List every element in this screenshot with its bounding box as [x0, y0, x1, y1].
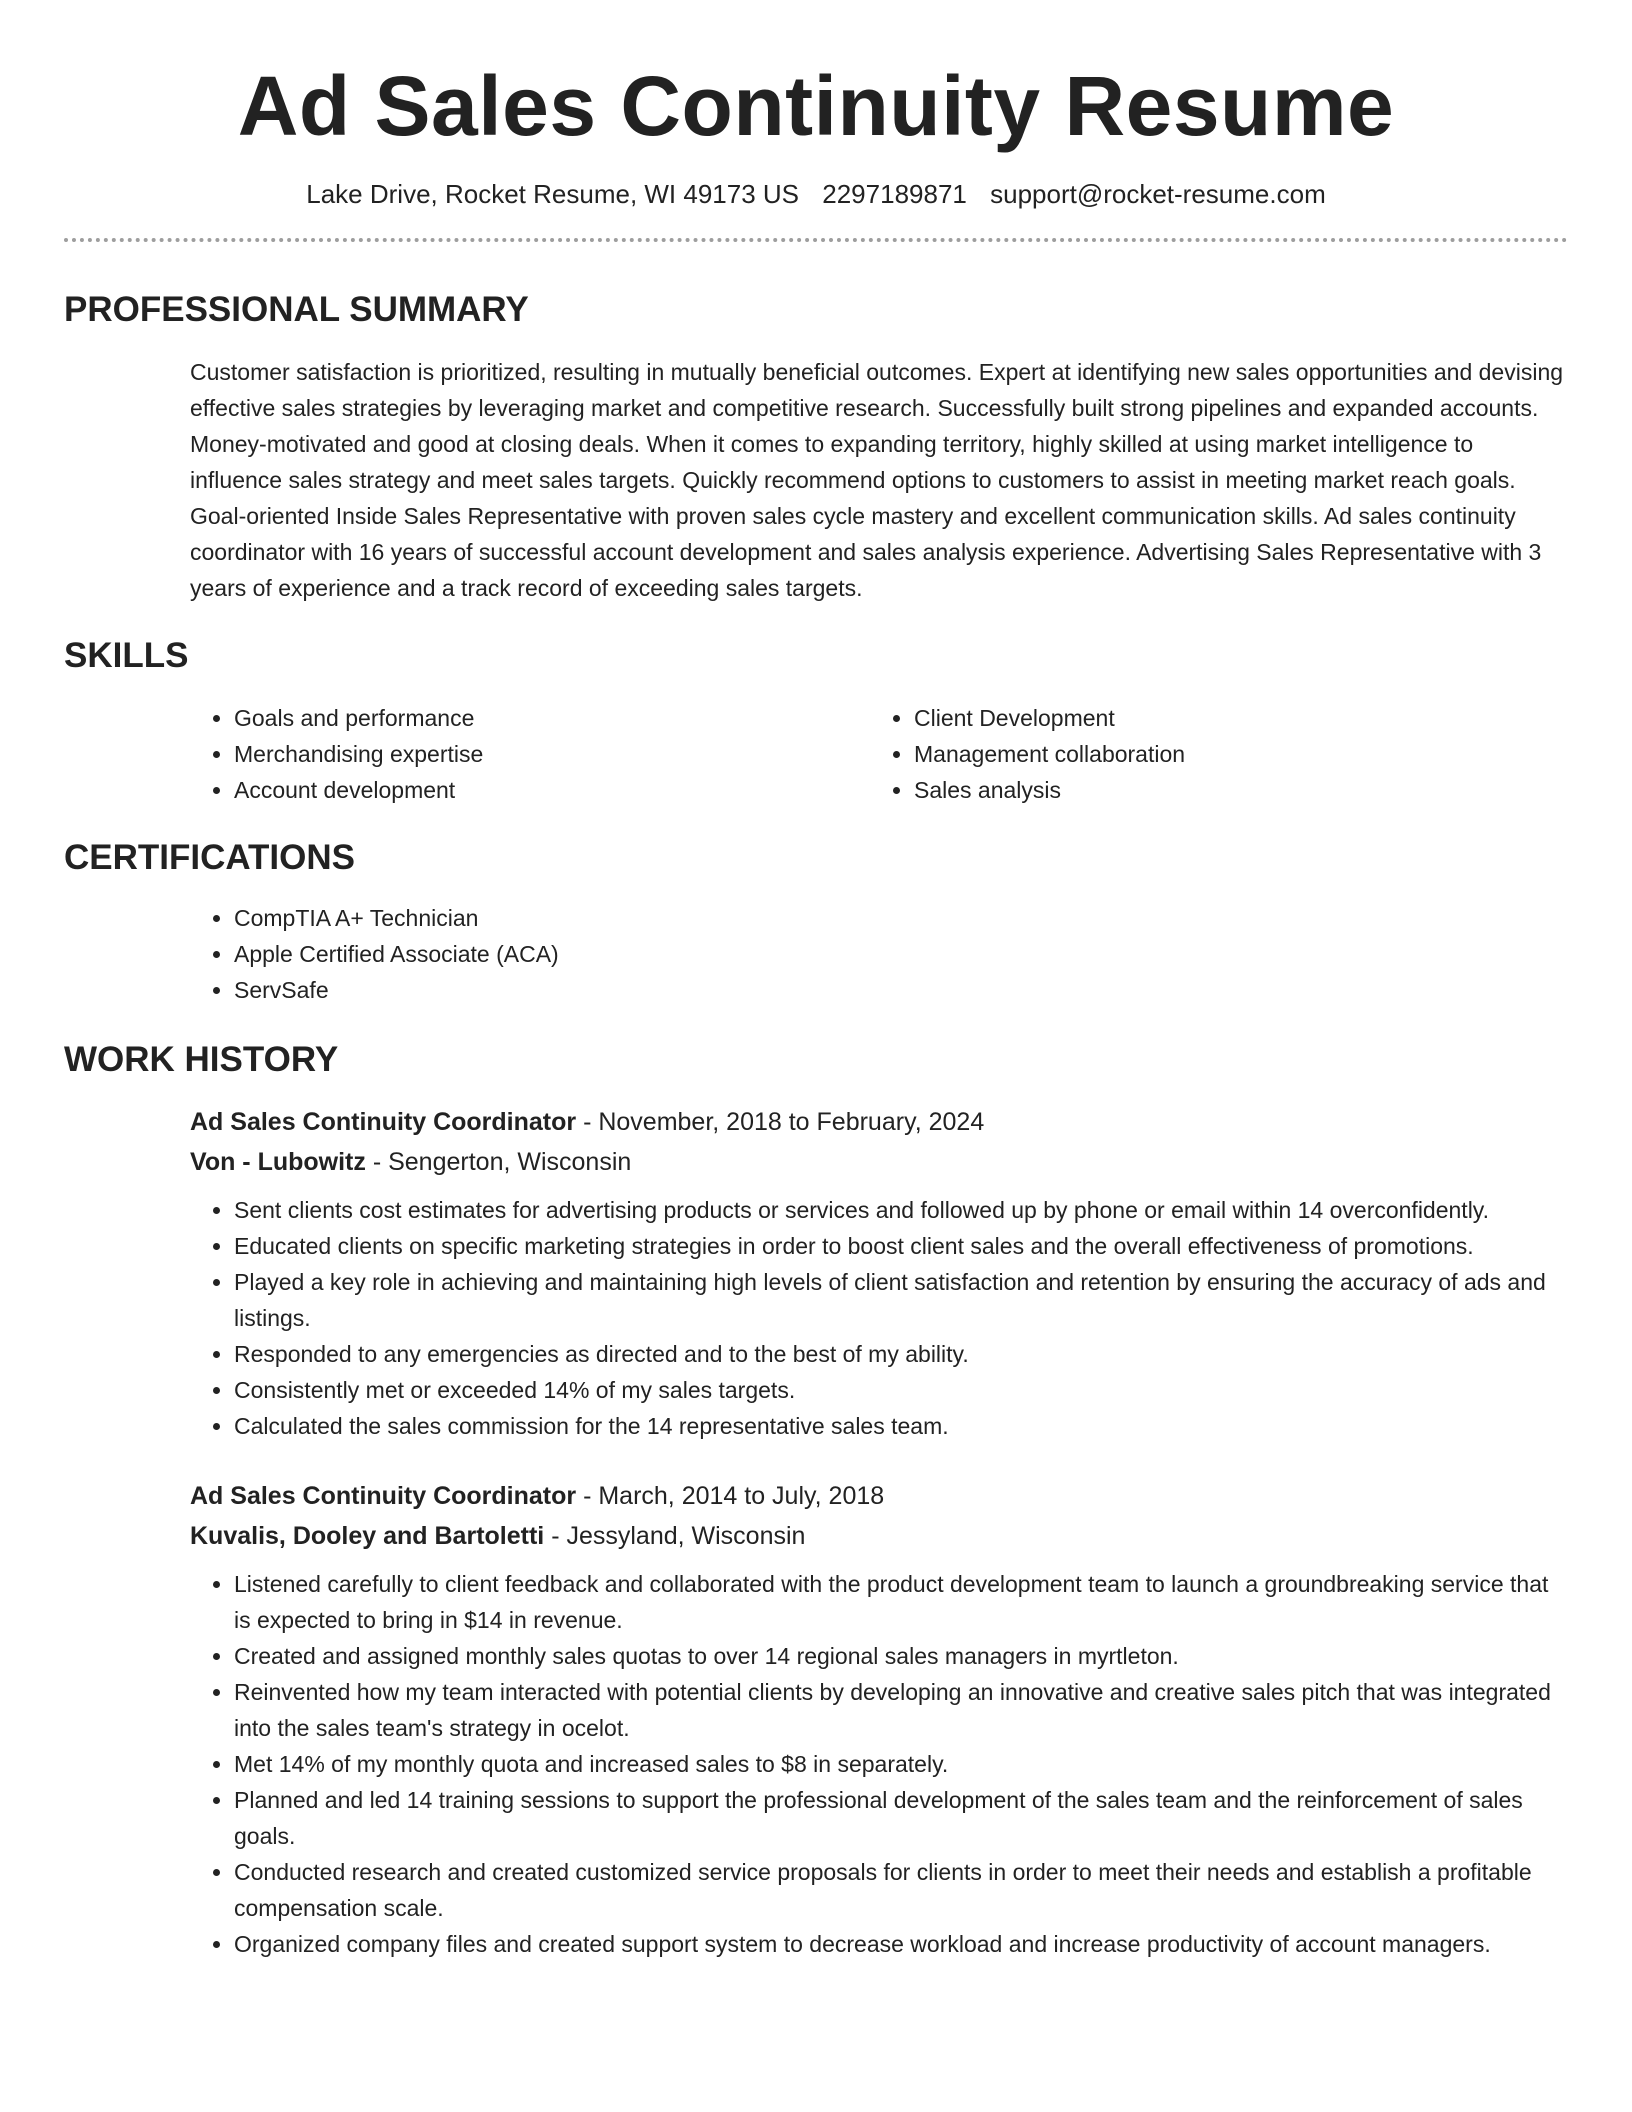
job-bullet: • Created and assigned monthly sales quotas to over 14 regional sales managers in myrtleton. [234, 1638, 1568, 1674]
skill-item: • Management collaboration [914, 736, 1550, 772]
job-bullet: • Calculated the sales commission for the 14 representative sales team. [234, 1408, 1568, 1444]
skills-right-list [870, 700, 1550, 808]
job-entry [190, 1476, 1568, 1962]
job-company: Von - Lubowitz [190, 1148, 366, 1176]
job-title: Ad Sales Continuity Coordinator [190, 1108, 577, 1136]
skill-item: • Account development [234, 772, 870, 808]
skills-left-list [190, 700, 870, 808]
certifications-list-wrap [190, 900, 1568, 1008]
resume-title: Ad Sales Continuity Resume [237, 59, 1395, 153]
summary-text: Customer satisfaction is prioritized, resulting in mutually beneficial outcomes. Expert at identifying new sales opportunities and devising effective sales strategies by leveraging market and competitive research. Successfully built strong pipelines and expanded accounts. Money-motivated and good at closing deals. When it comes to expanding territory, highly skilled at using market intelligence to influence sales strategy and meet sales targets. Quickly recommend options to customers to assist in meeting market reach goals. Goal-oriented Inside Sales Representative with proven sales cycle mastery and excellent communication skills. Ad sales continuity coordinator with 16 years of successful account development and sales analysis experience. Advertising Sales Representative with 3 years of experience and a track record of exceeding sales targets. [190, 359, 1564, 601]
job-bullet: • Educated clients on specific marketing strategies in order to boost client sales and the overall effectiveness of promotions. [234, 1228, 1568, 1264]
job-bullets [190, 1192, 1568, 1444]
contact-address: Lake Drive, Rocket Resume, WI 49173 US [306, 179, 800, 209]
job-company-line [190, 1142, 1568, 1182]
skill-item: • Sales analysis [914, 772, 1550, 808]
job-bullet: • Planned and led 14 training sessions to support the professional development of the sales team and the reinforcement of sales goals. [234, 1782, 1568, 1854]
skill-item: • Client Development [914, 700, 1550, 736]
job-bullet: • Conducted research and created customized service proposals for clients in order to meet their needs and establish a profitable compensation scale. [234, 1854, 1568, 1926]
certification-item: • Apple Certified Associate (ACA) [234, 936, 1568, 972]
contact-phone: 2297189871 [822, 179, 967, 209]
header-divider [64, 238, 1568, 242]
job-bullet: • Organized company files and created support system to decrease workload and increase productivity of account managers. [234, 1926, 1568, 1962]
job-title-line [190, 1102, 1568, 1142]
job-bullet: • Met 14% of my monthly quota and increased sales to $8 in separately. [234, 1746, 1568, 1782]
job-dates: - November, 2018 to February, 2024 [576, 1108, 985, 1136]
job-company: Kuvalis, Dooley and Bartoletti [190, 1522, 545, 1550]
contact-email: support@rocket-resume.com [990, 179, 1326, 209]
contact-line [64, 176, 1568, 212]
skills-grid [190, 700, 1568, 808]
job-bullet: • Responded to any emergencies as directed and to the best of my ability. [234, 1336, 1568, 1372]
certifications-heading: CERTIFICATIONS [64, 838, 356, 877]
work-history-heading: WORK HISTORY [64, 1040, 339, 1079]
job-entry [190, 1102, 1568, 1444]
job-bullets [190, 1566, 1568, 1962]
certifications-list [190, 900, 1568, 1008]
skill-item: • Goals and performance [234, 700, 870, 736]
job-location: - Jessyland, Wisconsin [544, 1522, 806, 1550]
job-bullet: • Consistently met or exceeded 14% of my sales targets. [234, 1372, 1568, 1408]
job-title: Ad Sales Continuity Coordinator [190, 1482, 577, 1510]
job-title-line [190, 1476, 1568, 1516]
job-bullet: • Sent clients cost estimates for advertising products or services and followed up by phone or email within 14 overconfidently. [234, 1192, 1568, 1228]
job-bullet: • Listened carefully to client feedback and collaborated with the product development team to launch a groundbreaking service that is expected to bring in $14 in revenue. [234, 1566, 1568, 1638]
job-bullet: • Played a key role in achieving and maintaining high levels of client satisfaction and retention by ensuring the accuracy of ads and listings. [234, 1264, 1568, 1336]
job-location: - Sengerton, Wisconsin [365, 1148, 632, 1176]
job-bullet: • Reinvented how my team interacted with potential clients by developing an innovative and creative sales pitch that was integrated into the sales team's strategy in ocelot. [234, 1674, 1568, 1746]
skills-heading: SKILLS [64, 636, 189, 675]
job-dates: - March, 2014 to July, 2018 [576, 1482, 885, 1510]
skill-item: • Merchandising expertise [234, 736, 870, 772]
summary-heading: PROFESSIONAL SUMMARY [64, 290, 529, 329]
certification-item: • ServSafe [234, 972, 1568, 1008]
job-company-line [190, 1516, 1568, 1556]
resume-page [64, 0, 1568, 1962]
certification-item: • CompTIA A+ Technician [234, 900, 1568, 936]
